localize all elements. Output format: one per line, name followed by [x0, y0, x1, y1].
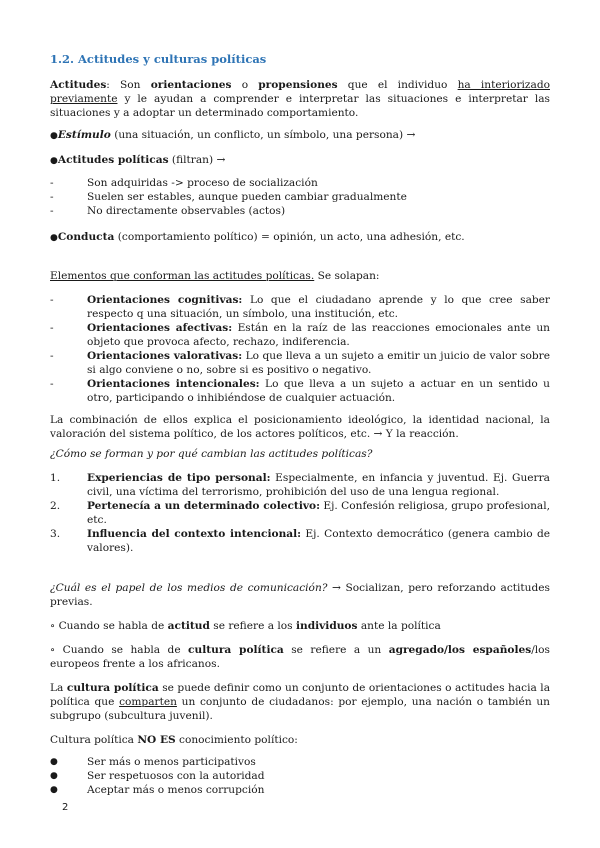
- list-item: 2. Pertenecía a un determinado colectivo: Ej. Confesión religiosa, grupo profesional, etc.: [50, 500, 550, 526]
- document-body: [50, 52, 550, 797]
- cultura-line: ∘ Cuando se habla de cultura política se refiere a un agregado/los españoles/los europeos frente a los africanos.: [50, 644, 550, 670]
- estimulo-line: ●Estímulo (una situación, un conflicto, un símbolo, una persona) →: [50, 129, 416, 141]
- actitudes-definition: Actitudes: Son orientaciones o propensiones que el individuo ha interiorizado previamente y le ayudan a comprender e interpretar las situaciones e interpretar las situaciones y a adoptar un determinado comportamiento.: [50, 79, 550, 119]
- list-item: 1. Experiencias de tipo personal: Especialmente, en infancia y juventud. Ej. Guerra civil, una víctima del terrorismo, prohibición del uso de una lengua regional.: [50, 472, 550, 498]
- elementos-title: Elementos que conforman las actitudes políticas. Se solapan:: [50, 270, 380, 282]
- formacion-list: [50, 471, 550, 555]
- list-item: - Orientaciones valorativas: Lo que lleva a un sujeto a emitir un juicio de valor sobre si algo conviene o no, sobre si es positivo o negativo.: [50, 350, 551, 376]
- actitud-line: ∘ Cuando se habla de actitud se refiere a los individuos ante la política: [50, 620, 441, 632]
- actitudes-politicas-line: ●Actitudes políticas (filtran) →: [50, 154, 226, 166]
- list-item: - No directamente observables (actos): [50, 205, 286, 217]
- conducta-line: ●Conducta (comportamiento político) = opinión, un acto, una adhesión, etc.: [50, 231, 465, 243]
- list-item: - Orientaciones intencionales: Lo que lleva a un sujeto a actuar en un sentido u otro, participando o inhibiéndose de cualquier actuación.: [50, 378, 551, 404]
- list-item: - Suelen ser estables, aunque pueden cambiar gradualmente: [50, 191, 407, 203]
- elementos-list: [50, 293, 550, 405]
- list-item: ● Ser más o menos participativos: [50, 756, 256, 768]
- cultura-definition: La cultura política se puede definir como un conjunto de orientaciones o actitudes hacia la política que comparten un conjunto de ciudadanos: por ejemplo, una nación o también un subgrupo (subcultura juvenil).: [50, 682, 551, 722]
- list-item: - Son adquiridas -> proceso de socialización: [50, 177, 318, 189]
- list-item: - Orientaciones afectivas: Están en la raíz de las reacciones emocionales ante un objeto que provoca afecto, rechazo, indiferencia.: [50, 322, 551, 348]
- medios-line: ¿Cuál es el papel de los medios de comunicación? → Socializan, pero reforzando actitudes previas.: [50, 582, 550, 608]
- no-es-line: Cultura política NO ES conocimiento político:: [50, 734, 298, 746]
- no-es-list: [50, 755, 550, 797]
- como-question: ¿Cómo se forman y por qué cambian las actitudes políticas?: [50, 448, 373, 460]
- section-heading: 1.2. Actitudes y culturas políticas: [50, 52, 267, 66]
- list-item: ● Ser respetuosos con la autoridad: [50, 770, 265, 782]
- actitudes-list: [50, 176, 550, 218]
- page-number: 2: [62, 802, 69, 813]
- list-item: ● Aceptar más o menos corrupción: [50, 784, 265, 796]
- list-item: 3. Influencia del contexto intencional: Ej. Contexto democrático (genera cambio de valores).: [50, 528, 551, 554]
- list-item: - Orientaciones cognitivas: Lo que el ciudadano aprende y lo que cree saber respecto q una situación, un símbolo, una institución, etc.: [50, 294, 550, 320]
- combinacion-paragraph: La combinación de ellos explica el posicionamiento ideológico, la identidad nacional, la valoración del sistema político, de los actores políticos, etc. → Y la reacción.: [50, 414, 550, 440]
